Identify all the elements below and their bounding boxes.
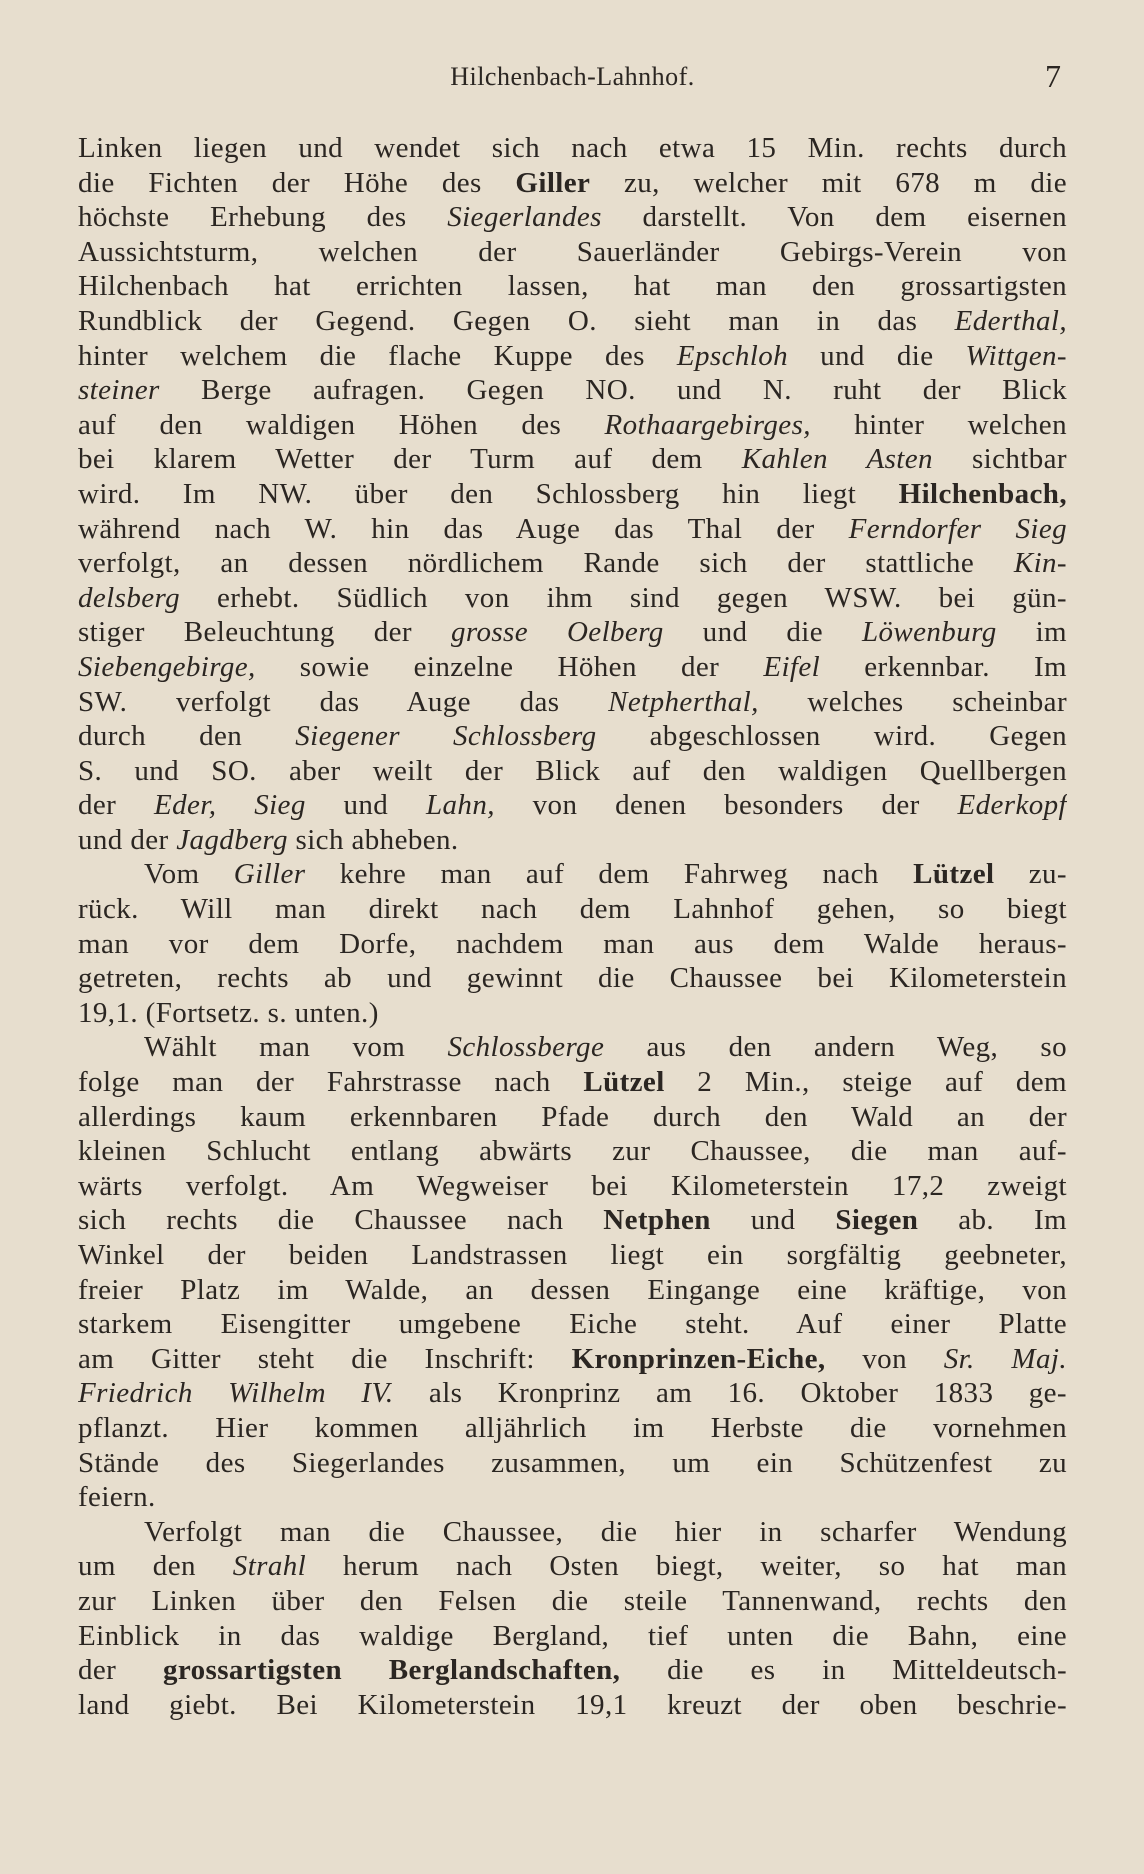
text-run: S. und SO. aber weilt der Blick auf den waldigen Quellbergen [78,754,1067,787]
text-line [78,823,1067,858]
text-run: erhebt. Südlich von ihm sind gegen WSW. bei gün- [180,581,1067,614]
text-line [78,581,1067,616]
text-line [78,477,1067,512]
text-run: welches scheinbar [758,685,1067,718]
italic-place-name: Ederkopf [957,789,1067,822]
text-run: Stände des Siegerlandes zusammen, um ein Schützenfest zu [78,1446,1067,1479]
text-run: abgeschlossen wird. Gegen [596,720,1067,753]
text-run: getreten, rechts ab und gewinnt die Chaussee bei Kilometerstein [78,962,1067,995]
text-run: Wählt man vom [144,1031,448,1064]
text-run: darstellt. Von dem eisernen [601,201,1067,234]
text-line [78,1584,1067,1619]
text-run: land giebt. Bei Kilometerstein 19,1 kreuzt der oben beschrie- [78,1688,1067,1721]
text-line [78,512,1067,547]
text-run: Vom [144,858,234,891]
text-line [78,1203,1067,1238]
text-line [78,685,1067,720]
text-run: Berge aufragen. Gegen NO. und N. ruht der Blick [159,374,1067,407]
text-run: Verfolgt man die Chaussee, die hier in scharfer Wendung [144,1515,1067,1548]
text-line [78,235,1067,270]
bold-place-name: Hilchenbach, [898,477,1067,510]
text-line [78,1653,1067,1688]
text-line [78,339,1067,374]
bold-place-name: Netphen [603,1204,711,1237]
italic-place-name: Rothaargebirges, [604,408,811,441]
text-run: freier Platz im Walde, an dessen Eingange eine kräftige, von [78,1273,1067,1306]
bold-place-name: Lützel [913,858,995,891]
text-run: wird. Im NW. über den Schlossberg hin liegt [78,477,899,510]
text-run: zu, welcher mit 678 m die [590,166,1067,199]
italic-place-name: Strahl [232,1550,307,1583]
text-run: und [710,1204,836,1237]
text-run: zu- [994,858,1067,891]
text-line [78,788,1067,823]
text-line [78,1688,1067,1723]
text-line [78,1238,1067,1273]
text-line [78,131,1067,166]
text-run: ab. Im [918,1204,1067,1237]
italic-place-name: Netpherthal, [608,685,759,718]
text-run: und [305,789,426,822]
text-run: hinter welchem die flache Kuppe des [78,339,677,372]
text-line [78,546,1067,581]
text-line [78,408,1067,443]
text-line [78,200,1067,235]
italic-place-name: Lahn, [425,789,495,822]
text-line [78,1030,1067,1065]
bold-place-name: Giller [515,166,591,199]
text-run: rück. Will man direkt nach dem Lahnhof gehen, so biegt [78,893,1067,926]
text-run: Aussichtsturm, welchen der Sauerländer Gebirgs-Verein von [78,235,1067,268]
text-run: und die [788,339,966,372]
running-title: Hilchenbach-Lahnhof. [450,62,695,91]
text-run: während nach W. hin das Auge das Thal der [78,512,849,545]
text-line [78,892,1067,927]
text-line [78,1549,1067,1584]
text-run: von denen besonders der [494,789,958,822]
italic-place-name: Jagdberg [176,823,288,856]
italic-place-name: Siegerlandes [447,201,602,234]
italic-place-name: grosse Oelberg [450,616,664,649]
page-body-text [78,131,1067,1722]
text-run: man vor dem Dorfe, nachdem man aus dem Walde heraus- [78,927,1067,960]
text-run: und der [78,823,177,856]
text-run: aus den andern Weg, so [604,1031,1067,1064]
text-line [78,1480,1067,1515]
italic-place-name: Giller [233,858,306,891]
text-run: stiger Beleuchtung der [78,616,451,649]
text-run: auf den waldigen Höhen des [78,408,605,441]
italic-place-name: Eder, Sieg [154,789,306,822]
bold-place-name: Lützel [583,1066,665,1099]
text-line [78,1134,1067,1169]
text-run: Winkel der beiden Landstrassen liegt ein sorgfältig geebneter, [78,1239,1067,1271]
text-line [78,1100,1067,1135]
text-line [78,1273,1067,1308]
text-line [78,650,1067,685]
text-run: herum nach Osten biegt, weiter, so hat man [306,1550,1067,1583]
text-run: hinter welchen [810,408,1067,441]
text-line [78,927,1067,962]
bold-place-name: grossartigsten Berglandschaften, [162,1654,621,1687]
italic-place-name: Siebengebirge, [78,650,256,683]
text-line [78,754,1067,789]
bold-place-name: Kronprinzen-Eiche, [571,1342,826,1375]
text-run: und die [663,616,862,649]
text-run: kehre man auf dem Fahrweg nach [305,858,914,891]
text-line [78,1446,1067,1481]
italic-place-name: delsberg [78,581,180,614]
italic-place-name: Siegener Schlossberg [295,720,597,753]
text-run: bei klarem Wetter der Turm auf dem [78,443,742,476]
italic-place-name: steiner [78,374,160,407]
text-line [78,1515,1067,1550]
text-line [78,1411,1067,1446]
text-run: Rundblick der Gegend. Gegen O. sieht man in das [78,304,955,337]
page-header [78,58,1067,98]
text-run: die Fichten der Höhe des [78,166,516,199]
text-run: sowie einzelne Höhen der [255,650,764,683]
text-line [78,1376,1067,1411]
italic-place-name: Wittgen- [965,339,1067,372]
text-line [78,615,1067,650]
text-line [78,1065,1067,1100]
italic-place-name: Ederthal, [954,304,1067,337]
text-line [78,373,1067,408]
text-line [78,961,1067,996]
text-line [78,1619,1067,1654]
text-line [78,1169,1067,1204]
text-line [78,442,1067,477]
text-run: um den [78,1550,233,1583]
text-run: von [825,1342,944,1375]
text-run: die es in Mitteldeutsch- [620,1654,1067,1687]
italic-place-name: Ferndorfer Sieg [848,512,1067,545]
text-line [78,269,1067,304]
text-run: sich rechts die Chaussee nach [78,1204,604,1237]
text-run: Linken liegen und wendet sich nach etwa 15 Min. rechts durch [78,132,1067,164]
text-line [78,857,1067,892]
text-run: als Kronprinz am 16. Oktober 1833 ge- [393,1377,1067,1410]
text-line [78,166,1067,201]
text-run: 2 Min., steige auf dem [664,1066,1067,1099]
text-run: 19,1. (Fortsetz. s. unten.) [78,996,379,1029]
text-run: folge man der Fahrstrasse nach [78,1066,584,1099]
bold-place-name: Siegen [835,1204,919,1237]
text-line [78,719,1067,754]
text-run: feiern. [78,1481,156,1514]
text-line [78,1307,1067,1342]
italic-place-name: Eifel [763,650,821,683]
text-run: höchste Erhebung des [78,201,448,234]
italic-place-name: Schlossberge [447,1031,605,1064]
text-run: durch den [78,720,296,753]
italic-place-name: Epschloh [676,339,789,372]
text-line [78,1342,1067,1377]
text-run: SW. verfolgt das Auge das [78,685,609,718]
italic-place-name: Kin- [1013,547,1067,580]
text-line [78,996,1067,1031]
page-number: 7 [1045,58,1061,94]
text-run: Einblick in das waldige Bergland, tief unten die Bahn, eine [78,1619,1067,1652]
text-run: am Gitter steht die Inschrift: [78,1342,572,1375]
text-run: starkem Eisengitter umgebene Eiche steht. Auf einer Platte [78,1308,1067,1341]
text-run: der [78,789,155,822]
italic-place-name: Kahlen Asten [741,443,933,476]
italic-place-name: Sr. Maj. [943,1342,1067,1375]
text-run: zur Linken über den Felsen die steile Tannenwand, rechts den [78,1584,1067,1617]
text-line [78,304,1067,339]
text-run: kleinen Schlucht entlang abwärts zur Chaussee, die man auf- [78,1135,1067,1168]
text-run: allerdings kaum erkennbaren Pfade durch den Wald an der [78,1100,1067,1133]
text-run: sichtbar [932,443,1067,476]
text-run: pflanzt. Hier kommen alljährlich im Herbste die vornehmen [78,1411,1067,1444]
text-run: der [78,1654,163,1687]
text-run: Hilchenbach hat errichten lassen, hat man den grossartigsten [78,270,1067,303]
text-run: im [996,616,1067,649]
text-run: verfolgt, an dessen nördlichem Rande sich der stattliche [78,547,1014,580]
text-run: sich abheben. [287,823,459,856]
text-run: erkennbar. Im [820,650,1067,683]
italic-place-name: Friedrich Wilhelm IV. [78,1377,394,1410]
italic-place-name: Löwenburg [861,616,997,649]
text-run: wärts verfolgt. Am Wegweiser bei Kilometerstein 17,2 zweigt [78,1169,1067,1202]
